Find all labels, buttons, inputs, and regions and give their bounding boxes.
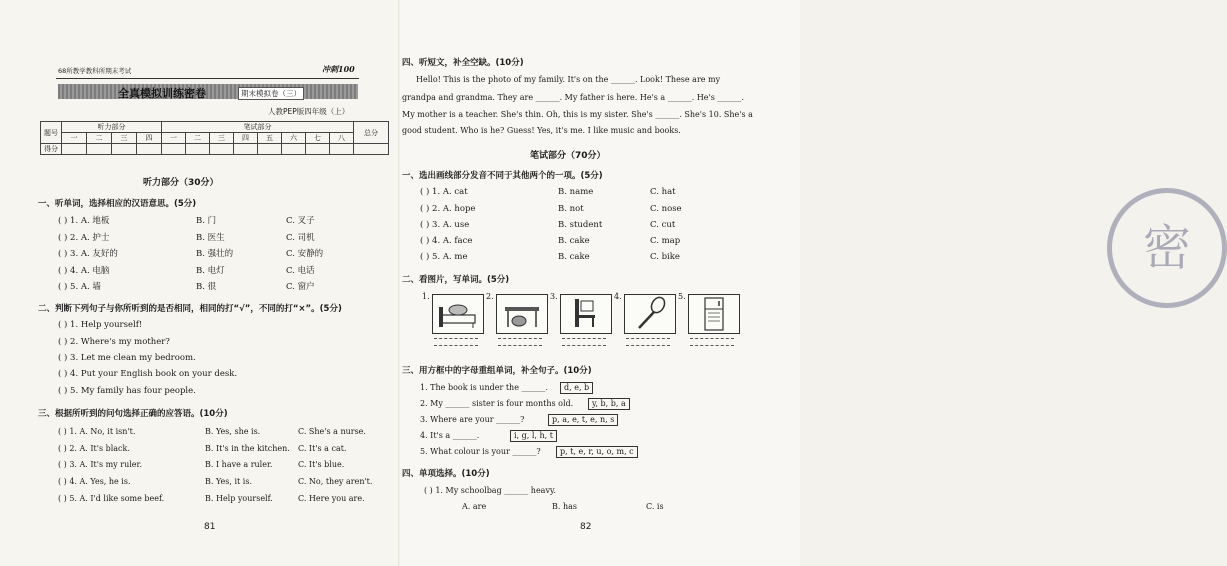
score-col: 二: [186, 133, 210, 144]
written-2-title: 二、看图片，写单词。(5分): [402, 275, 510, 285]
option-b: B. It's in the kitchen.: [205, 444, 290, 453]
score-col: 三: [210, 133, 234, 144]
picture-num: 2.: [486, 292, 494, 301]
question-row: ( ) 4. A. 电脑: [58, 266, 110, 276]
passage-line: My mother is a teacher. She's thin. Oh, this is my sister. She's ______. She's 10. She's a: [402, 110, 753, 119]
score-cell[interactable]: [210, 144, 234, 155]
answer-line[interactable]: [562, 338, 606, 339]
passage-line: good student. Who is he? Guess! Yes, it's me. I like music and books.: [402, 126, 681, 135]
score-table: [40, 121, 389, 155]
answer-line[interactable]: [626, 345, 670, 346]
letter-box: d, e, b: [560, 382, 593, 394]
question-row: ( ) 1. Help yourself!: [58, 320, 143, 330]
score-cell[interactable]: [137, 144, 162, 155]
answer-line[interactable]: [626, 338, 670, 339]
written-4-title: 四、单项选择。(10分): [402, 469, 490, 479]
option-c: C. map: [650, 236, 681, 246]
option-b: B. 强壮的: [196, 249, 234, 259]
score-cell[interactable]: [112, 144, 137, 155]
option-c: C. 电话: [286, 266, 315, 276]
question-row: ( ) 4. Put your English book on your desk.: [58, 369, 238, 379]
corner-label: 68所教学教科所期末考试: [58, 67, 132, 75]
score-col: 六: [282, 133, 306, 144]
option-b: B. 门: [196, 216, 217, 226]
score-col: 五: [258, 133, 282, 144]
question-row: ( ) 2. Where's my mother?: [58, 337, 170, 347]
picture-num: 4.: [614, 292, 622, 301]
fridge-icon: [688, 294, 740, 334]
score-table-write: 笔试部分: [162, 122, 354, 133]
option-c: C. She's a nurse.: [298, 427, 366, 436]
letter-box: i, g, l, h, t: [510, 430, 557, 442]
option-c: C. hat: [650, 187, 676, 197]
left-page: [0, 0, 400, 566]
question-row: ( ) 1. A. No, it isn't.: [58, 427, 136, 436]
chair-icon: [560, 294, 612, 334]
table-icon: [496, 294, 548, 334]
option-c: C. is: [646, 502, 664, 511]
score-col: 三: [112, 133, 137, 144]
question-row: ( ) 4. A. face: [420, 236, 473, 246]
letter-box: p, a, e, t, e, n, s: [548, 414, 618, 426]
written-3-title: 三、用方框中的字母重组单词，补全句子。(10分): [402, 366, 592, 376]
option-b: B. not: [558, 204, 584, 214]
answer-line[interactable]: [498, 345, 542, 346]
right-page: [400, 0, 1191, 566]
option-c: C. 司机: [286, 233, 315, 243]
picture-num: 1.: [422, 292, 430, 301]
question-row: ( ) 3. Let me clean my bedroom.: [58, 353, 196, 363]
picture-num: 3.: [550, 292, 558, 301]
option-b: B. Yes, she is.: [205, 427, 261, 436]
option-b: B. 很: [196, 282, 217, 292]
section-4-title: 四、听短文，补全空缺。(10分): [402, 58, 524, 68]
score-cell[interactable]: [282, 144, 306, 155]
score-col: 四: [137, 133, 162, 144]
score-cell[interactable]: [306, 144, 330, 155]
written-1-title: 一、选出画线部分发音不同于其他两个的一项。(5分): [402, 171, 603, 181]
question-row: ( ) 1. A. cat: [420, 187, 468, 197]
answer-line[interactable]: [562, 345, 606, 346]
score-col: 七: [306, 133, 330, 144]
score-table-total: 总分: [354, 122, 389, 144]
option-c: C. No, they aren't.: [298, 477, 373, 486]
question-row: 5. What colour is your ______?: [420, 447, 541, 456]
score-table-listen: 听力部分: [62, 122, 162, 133]
option-b: B. has: [552, 502, 577, 511]
score-col: 八: [330, 133, 354, 144]
option-c: C. 叉子: [286, 216, 315, 226]
section-2-title: 二、判断下列句子与你所听到的是否相同，相同的打“√”，不同的打“×”。(5分): [38, 304, 342, 314]
option-b: B. Yes, it is.: [205, 477, 252, 486]
title-tag: 期末模拟卷（三）: [238, 87, 304, 100]
passage-line: Hello! This is the photo of my family. It's on the ______. Look! These are my: [416, 75, 721, 84]
option-b: B. cake: [558, 236, 590, 246]
option-c: C. bike: [650, 252, 680, 262]
score-table-tihao: 题号: [41, 122, 62, 144]
answer-line[interactable]: [434, 345, 478, 346]
score-col: 二: [87, 133, 112, 144]
score-col: 一: [162, 133, 186, 144]
spoon-icon: [624, 294, 676, 334]
writing-header: 笔试部分（70分）: [530, 151, 606, 161]
option-b: B. Help yourself.: [205, 494, 273, 503]
question-row: ( ) 5. A. 墙: [58, 282, 101, 292]
question-row: 4. It's a ______.: [420, 431, 480, 440]
question-row: ( ) 5. A. me: [420, 252, 468, 262]
option-c: C. 安静的: [286, 249, 324, 259]
score-cell[interactable]: [330, 144, 354, 155]
option-b: B. name: [558, 187, 594, 197]
option-b: B. 医生: [196, 233, 225, 243]
option-b: B. cake: [558, 252, 590, 262]
question-row: ( ) 5. A. I'd like some beef.: [58, 494, 165, 503]
option-c: C. Here you are.: [298, 494, 365, 503]
edition-label: 人教PEP版四年级（上）: [268, 107, 350, 116]
question-row: ( ) 3. A. It's my ruler.: [58, 460, 142, 469]
question-row: ( ) 5. My family has four people.: [58, 386, 196, 396]
score-cell[interactable]: [87, 144, 112, 155]
option-c: C. It's blue.: [298, 460, 345, 469]
option-c: C. 窗户: [286, 282, 315, 292]
section-3-title: 三、根据所听到的问句选择正确的应答语。(10分): [38, 409, 228, 419]
answer-line[interactable]: [690, 338, 734, 339]
score-cell[interactable]: [234, 144, 258, 155]
score-cell[interactable]: [186, 144, 210, 155]
option-c: C. cut: [650, 220, 676, 230]
option-a: A. are: [462, 502, 487, 511]
question-row: ( ) 1. A. 地板: [58, 216, 110, 226]
question-row: 2. My ______ sister is four months old.: [420, 399, 574, 408]
option-b: B. 电灯: [196, 266, 225, 276]
bed-icon: [432, 294, 484, 334]
score-table-defen: 得分: [41, 144, 62, 155]
listening-header: 听力部分（30分）: [143, 178, 219, 188]
section-1-title: 一、听单词，选择相应的汉语意思。(5分): [38, 199, 197, 209]
page-number-right: 82: [580, 522, 592, 532]
answer-line[interactable]: [434, 338, 478, 339]
page-title: 全真模拟训练密卷: [118, 87, 206, 100]
answer-line[interactable]: [690, 345, 734, 346]
passage-line: grandpa and grandma. They are ______. My father is here. He's a ______. He's ______.: [402, 93, 744, 102]
question-row: ( ) 3. A. 友好的: [58, 249, 118, 259]
option-b: B. I have a ruler.: [205, 460, 273, 469]
score-col: 四: [234, 133, 258, 144]
question-row: ( ) 2. A. It's black.: [58, 444, 130, 453]
question-row: ( ) 2. A. 护士: [58, 233, 110, 243]
answer-line[interactable]: [498, 338, 542, 339]
picture-num: 5.: [678, 292, 686, 301]
question-row: ( ) 3. A. use: [420, 220, 470, 230]
brand-label: 冲刺100: [322, 64, 355, 74]
option-b: B. student: [558, 220, 603, 230]
score-cell[interactable]: [62, 144, 87, 155]
page-number-left: 81: [204, 522, 216, 532]
question-row: 1. The book is under the ______.: [420, 383, 549, 392]
title-banner: [58, 84, 358, 99]
letter-box: y, b, b, a: [588, 398, 630, 410]
option-c: C. nose: [650, 204, 682, 214]
confidential-stamp: 密: [1107, 188, 1227, 308]
score-cell[interactable]: [354, 144, 389, 155]
score-cell[interactable]: [162, 144, 186, 155]
score-cell[interactable]: [258, 144, 282, 155]
question-row: ( ) 4. A. Yes, he is.: [58, 477, 131, 486]
question-row: ( ) 1. My schoolbag ______ heavy.: [424, 486, 556, 495]
letter-box: p, t, e, r, u, o, m, c: [556, 446, 638, 458]
question-row: 3. Where are your ______?: [420, 415, 525, 424]
top-rule: [56, 78, 359, 79]
question-row: ( ) 2. A. hope: [420, 204, 476, 214]
score-col: 一: [62, 133, 87, 144]
option-c: C. It's a cat.: [298, 444, 347, 453]
